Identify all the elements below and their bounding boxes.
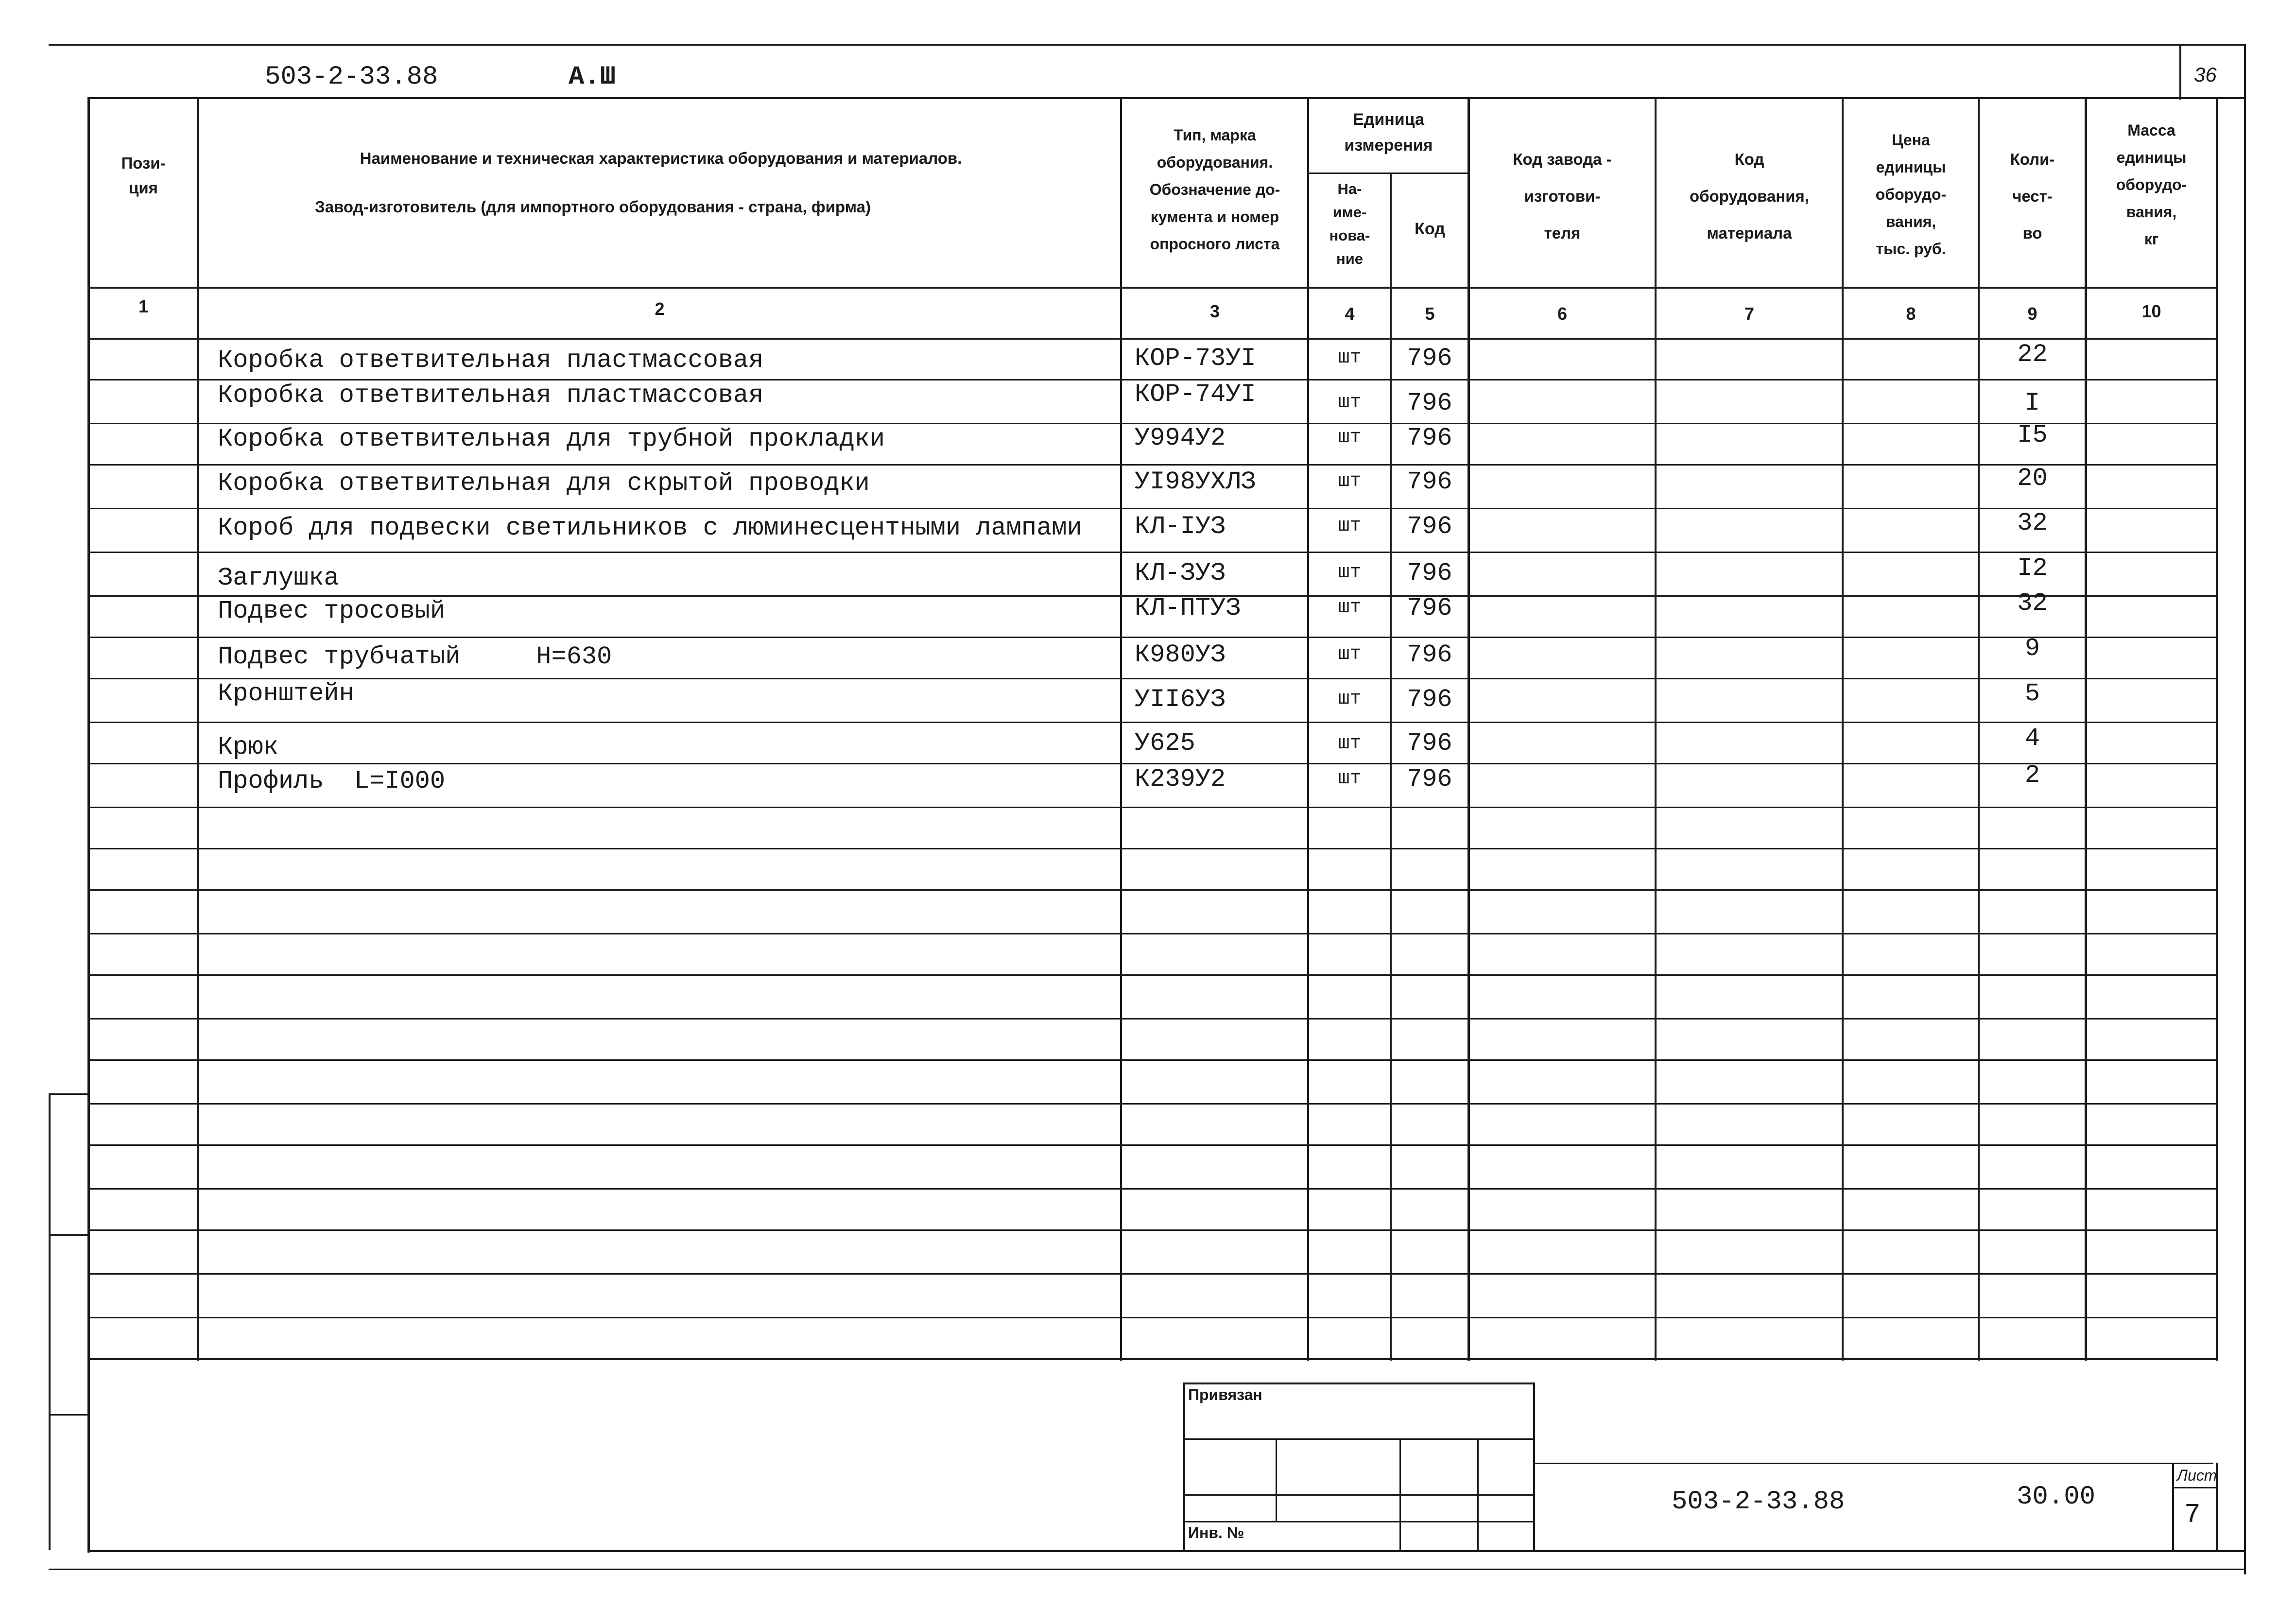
header-unit-code: Код — [1415, 220, 1445, 238]
item-quantity: 20 — [2017, 464, 2048, 493]
item-unit-code: 796 — [1407, 559, 1452, 588]
col-number: 7 — [1744, 304, 1755, 324]
item-type: К980УЗ — [1135, 640, 1226, 669]
item-name: Короб для подвески светильников с люминесцентными лампами — [218, 514, 1082, 542]
document-code-bottom: 503-2-33.88 — [1672, 1487, 1845, 1517]
col-divider — [1307, 97, 1309, 1361]
item-name: Крюк — [218, 733, 278, 761]
sheet-label: Лист — [2177, 1467, 2217, 1484]
item-type: КОР-73УI — [1135, 344, 1256, 373]
col-divider — [197, 97, 199, 1361]
item-unit-code: 796 — [1407, 389, 1452, 417]
item-unit: шт — [1338, 562, 1362, 584]
item-unit-code: 796 — [1407, 729, 1452, 758]
item-quantity: I5 — [2017, 421, 2048, 449]
header-name-line1: Наименование и техническая характеристика оборудования и материалов. — [360, 149, 962, 167]
item-unit-code: 796 — [1407, 640, 1452, 669]
item-name: Профиль L=I000 — [218, 767, 446, 795]
item-name: Кронштейн — [218, 679, 354, 708]
header-unit-name: На- име- нова- ние — [1329, 180, 1370, 268]
item-unit-code: 796 — [1407, 685, 1452, 714]
item-unit: шт — [1338, 768, 1362, 790]
header-unit-group: Единица измерения — [1344, 110, 1433, 155]
item-quantity: 32 — [2017, 589, 2048, 618]
item-unit: шт — [1338, 347, 1362, 369]
inventory-number-label: Инв. № — [1188, 1524, 1244, 1541]
col-number: 6 — [1557, 304, 1568, 324]
item-name: Коробка ответвительная пластмассовая — [218, 346, 764, 375]
item-quantity: 32 — [2017, 509, 2048, 537]
item-quantity: 4 — [2024, 724, 2040, 753]
header-position: Пози- ция — [121, 154, 166, 197]
item-type: КЛ-ПТУЗ — [1135, 594, 1241, 622]
item-quantity: I2 — [2017, 554, 2048, 583]
header-mass: Масса единицы оборудо- вания, кг — [2116, 121, 2187, 248]
item-name: Коробка ответвительная пластмассовая — [218, 381, 764, 410]
item-type: У625 — [1135, 729, 1195, 758]
item-unit-code: 796 — [1407, 765, 1452, 794]
item-unit: шт — [1338, 427, 1362, 449]
page-corner-number: 36 — [2194, 63, 2217, 86]
col-number: 2 — [655, 299, 665, 319]
col-number: 8 — [1906, 304, 1916, 324]
item-unit-code: 796 — [1407, 424, 1452, 452]
document-suffix: 30.00 — [2017, 1482, 2096, 1512]
item-name: Подвес тросовый — [218, 597, 446, 625]
header-equipment-code: Код оборудования, материала — [1690, 150, 1809, 242]
col-divider — [2085, 97, 2087, 1361]
col-number: 3 — [1209, 301, 1220, 321]
item-unit: шт — [1338, 597, 1362, 619]
col-divider — [1978, 97, 1980, 1361]
col-number: 5 — [1425, 304, 1435, 324]
item-type: К239У2 — [1135, 765, 1226, 794]
item-unit-code: 796 — [1407, 344, 1452, 373]
item-unit-code: 796 — [1407, 467, 1452, 496]
item-unit: шт — [1338, 733, 1362, 755]
col-number: 9 — [2027, 304, 2037, 324]
bound-label: Привязан — [1188, 1386, 1262, 1403]
item-quantity: 2 — [2024, 761, 2040, 790]
col-divider — [1842, 97, 1844, 1361]
item-unit: шт — [1338, 470, 1362, 492]
item-name: Коробка ответвительная для скрытой проводки — [218, 469, 870, 498]
col-number: 4 — [1345, 304, 1355, 324]
item-name: Подвес трубчатый Н=630 — [218, 642, 612, 671]
item-quantity: I — [2024, 389, 2040, 417]
col-divider — [1655, 97, 1657, 1361]
col-divider — [1467, 97, 1470, 1361]
col-divider — [1390, 173, 1392, 1361]
col-number: 10 — [2141, 301, 2161, 321]
col-number: 1 — [138, 296, 149, 316]
item-type: У994У2 — [1135, 424, 1226, 452]
item-quantity: 5 — [2024, 679, 2040, 708]
col-divider — [1120, 97, 1122, 1361]
header-type: Тип, марка оборудования. Обозначение до- кумента и номер опросного листа — [1149, 126, 1280, 253]
header-quantity: Коли- чест- во — [2010, 150, 2055, 242]
header-plant-code: Код завода - изготови- теля — [1513, 150, 1612, 242]
item-name: Заглушка — [218, 564, 339, 592]
item-unit: шт — [1338, 643, 1362, 665]
header-price: Цена единицы оборудо- вания, тыс. руб. — [1875, 131, 1947, 258]
item-type: КЛ-IУЗ — [1135, 512, 1226, 541]
item-unit-code: 796 — [1407, 512, 1452, 541]
album-label: А.Ш — [569, 62, 616, 92]
item-quantity: 9 — [2024, 634, 2040, 663]
item-type: УI98УХЛЗ — [1135, 467, 1256, 496]
item-unit: шт — [1338, 515, 1362, 537]
item-type: КЛ-ЗУЗ — [1135, 559, 1226, 588]
item-unit-code: 796 — [1407, 594, 1452, 622]
document-code-top: 503-2-33.88 — [265, 62, 438, 92]
item-unit: шт — [1338, 392, 1362, 414]
header-name-line2: Завод-изготовитель (для импортного оборудования - страна, фирма) — [315, 198, 871, 216]
item-unit: шт — [1338, 688, 1362, 710]
item-type: УII6УЗ — [1135, 685, 1226, 714]
item-type: КОР-74УI — [1135, 380, 1256, 409]
item-quantity: 22 — [2017, 340, 2048, 369]
sheet-number: 7 — [2184, 1499, 2201, 1530]
item-name: Коробка ответвительная для трубной прокладки — [218, 425, 885, 453]
